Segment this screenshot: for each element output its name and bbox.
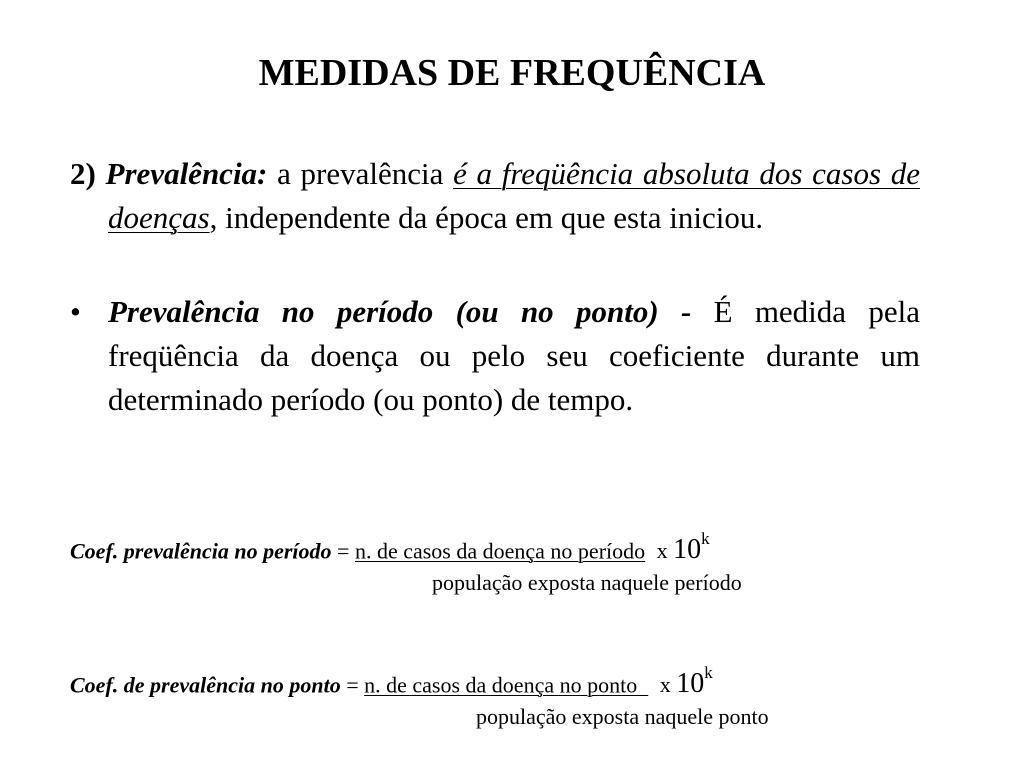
formula-period-power [673, 529, 710, 566]
formula-point-times: x [659, 672, 671, 698]
formula-period-numerator: n. de casos da doença no período [354, 538, 646, 564]
period-prevalence-term: Prevalência no período (ou no ponto) - [108, 294, 692, 329]
formula-point-exponent: k [704, 663, 713, 682]
formula-point-equals: = [340, 672, 365, 698]
formula-point [70, 662, 713, 700]
formula-period-label: Coef. prevalência no período [70, 538, 332, 564]
definition-tail-text: , independente da época em que esta iniciou. [209, 200, 764, 235]
bullet-icon: • [70, 294, 81, 329]
prevalence-definition-paragraph [70, 152, 920, 240]
definition-intro-text: a prevalência [267, 156, 454, 191]
formula-point-power [676, 663, 713, 700]
formula-period-equals: = [331, 538, 355, 564]
formula-period-exponent: k [701, 529, 710, 548]
period-prevalence-text: É medida pela freqüência da doença ou pelo seu coeficiente durante um determinado período (ou ponto) de tempo. [108, 294, 920, 417]
formula-period [70, 528, 710, 566]
item-number: 2) [70, 156, 96, 191]
formula-period-times: x [656, 538, 668, 564]
period-prevalence-paragraph [70, 290, 920, 422]
formula-point-label: Coef. de prevalência no ponto [70, 672, 341, 698]
formula-period-base: 10 [673, 534, 702, 566]
formula-point-numerator: n. de casos da doença no ponto [364, 672, 649, 698]
formula-period-denominator: população exposta naquele período [432, 570, 742, 595]
formula-point-base: 10 [676, 668, 705, 700]
slide-title: MEDIDAS DE FREQUÊNCIA [258, 52, 766, 94]
definition-underlined-text: é a freqüência absoluta dos casos de doenças [108, 156, 920, 235]
prevalence-term: Prevalência: [105, 156, 268, 191]
formula-point-denominator: população exposta naquele ponto [476, 704, 769, 729]
